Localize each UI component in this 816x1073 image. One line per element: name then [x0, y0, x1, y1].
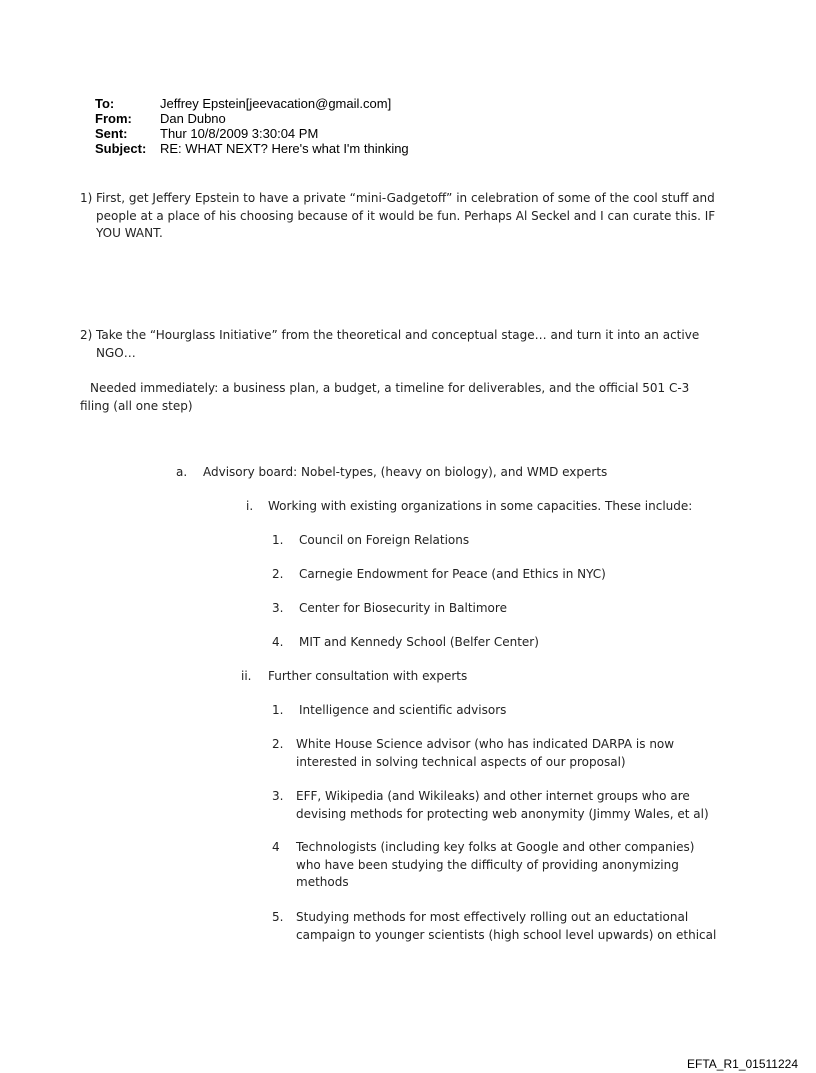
subject-label: Subject:: [95, 141, 147, 156]
item-i-marker: i.: [246, 499, 254, 513]
list-item-text: Carnegie Endowment for Peace (and Ethics in NYC): [299, 567, 606, 581]
list-item-text: Center for Biosecurity in Baltimore: [299, 601, 507, 615]
list-item-marker: 1.: [272, 703, 284, 717]
list-item-marker: 2.: [272, 737, 284, 751]
list-item-a: [176, 464, 736, 482]
list-item: [272, 736, 722, 771]
item-i-text: Working with existing organizations in some capacities. These include:: [268, 499, 693, 513]
list-item-marker: 3.: [272, 789, 284, 803]
list-item: [272, 532, 732, 550]
list-item-text: Technologists (including key folks at Google and other companies) who have been studying the difficulty of providing anonymizing methods: [296, 840, 695, 889]
header-sent-row: [95, 126, 409, 141]
header-subject-row: [95, 141, 409, 156]
item-a-text: Advisory board: Nobel-types, (heavy on biology), and WMD experts: [203, 465, 608, 479]
item-1-text: First, get Jeffery Epstein to have a private “mini-Gadgetoff” in celebration of some of the cool stuff and people at a place of his choosing because of it would be fun. Perhaps Al Seckel and I can curate this. IF YOU WANT.: [96, 191, 716, 240]
list-item: [272, 839, 722, 892]
list-item-marker: 2.: [272, 567, 284, 581]
sent-label: Sent:: [95, 126, 128, 141]
list-item-2: [80, 327, 730, 362]
list-item-ii: [241, 668, 741, 686]
list-item-text: MIT and Kennedy School (Belfer Center): [299, 635, 539, 649]
list-item: [272, 909, 722, 944]
needed-paragraph: Needed immediately: a business plan, a budget, a timeline for deliverables, and the official 501 C-3 filing (all one step): [80, 381, 690, 413]
header-from-row: [95, 111, 409, 126]
list-item: [272, 634, 732, 652]
from-value: Dan Dubno: [160, 111, 226, 126]
list-item-text: White House Science advisor (who has indicated DARPA is now interested in solving technical aspects of our proposal): [296, 737, 675, 769]
list-item-i: [246, 498, 746, 516]
list-item-text: Studying methods for most effectively rolling out an eductational campaign to younger scientists (high school level upwards) on ethical: [296, 910, 717, 942]
item-1-number: 1): [80, 191, 93, 205]
to-value: Jeffrey Epstein[jeevacation@gmail.com]: [160, 96, 392, 111]
list-item-marker: 3.: [272, 601, 284, 615]
email-header: [95, 96, 409, 156]
list-item: [272, 600, 732, 618]
list-item-text: Council on Foreign Relations: [299, 533, 470, 547]
list-item-marker: 1.: [272, 533, 284, 547]
list-item: [272, 566, 732, 584]
subject-value: RE: WHAT NEXT? Here's what I'm thinking: [160, 141, 409, 156]
sent-value: Thur 10/8/2009 3:30:04 PM: [160, 126, 319, 141]
item-ii-marker: ii.: [241, 669, 252, 683]
item-ii-text: Further consultation with experts: [268, 669, 468, 683]
document-id: EFTA_R1_01511224: [687, 1057, 798, 1071]
list-item-text: Intelligence and scientific advisors: [299, 703, 507, 717]
list-item-1: [80, 190, 730, 243]
item-2-text: Take the “Hourglass Initiative” from the theoretical and conceptual stage… and turn it into an active NGO…: [96, 328, 700, 360]
to-label: To:: [95, 96, 115, 111]
list-item-marker: 4.: [272, 635, 284, 649]
list-item-text: EFF, Wikipedia (and Wikileaks) and other internet groups who are devising methods for protecting web anonymity (Jimmy Wales, et al): [296, 789, 709, 821]
header-to-row: [95, 96, 409, 111]
list-item-marker: 4: [272, 840, 280, 854]
from-label: From:: [95, 111, 132, 126]
item-a-marker: a.: [176, 465, 188, 479]
list-item-marker: 5.: [272, 910, 284, 924]
list-item: [272, 702, 722, 720]
list-item: [272, 788, 722, 823]
item-2-number: 2): [80, 328, 93, 342]
